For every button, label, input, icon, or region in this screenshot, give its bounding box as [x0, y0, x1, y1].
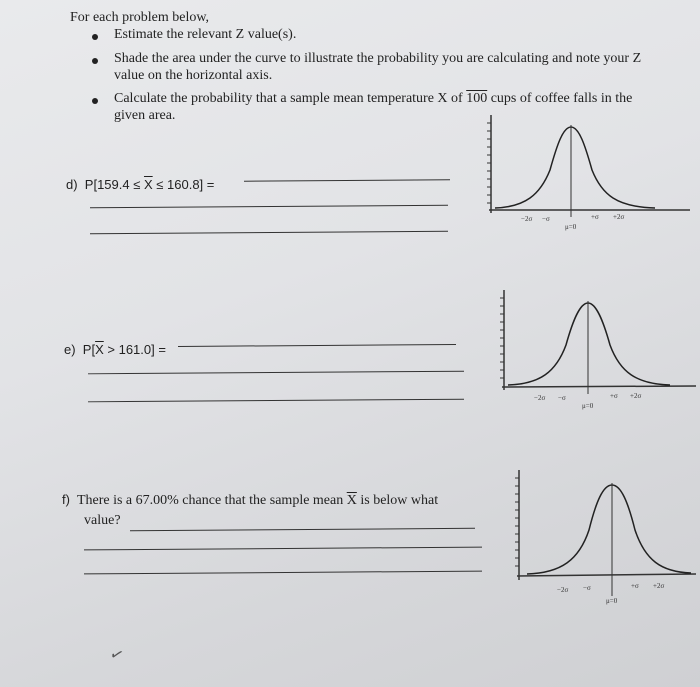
axis-label-neg2: −2σ: [521, 215, 533, 223]
answer-line-d2[interactable]: [90, 205, 448, 208]
instructions-heading: For each problem below,: [70, 10, 210, 25]
axis-label-pos2: +2σ: [653, 582, 665, 590]
axis-label-pos1: +σ: [610, 392, 618, 400]
check-mark: ✓: [107, 645, 126, 666]
axis-label-mu: μ=0: [606, 597, 618, 605]
bullet-dot: [92, 98, 98, 104]
instruction-estimate-z: Estimate the relevant Z value(s).: [114, 27, 297, 42]
answer-line-e1[interactable]: [178, 344, 456, 347]
axis-label-mu: μ=0: [582, 402, 594, 410]
axis-label-neg2: −2σ: [534, 394, 546, 402]
problem-f: f) There is a 67.00% chance that the sample mean $\overline{X}$ is below what value?: [62, 492, 439, 528]
axis-label-pos1: +σ: [591, 213, 599, 221]
answer-line-d3[interactable]: [90, 231, 448, 234]
axis-label-neg1: −σ: [542, 215, 550, 223]
instruction-calc-probability: Calculate the probability that a sample mean temperature X of 100 cups of coffee falls in the given area.: [114, 91, 633, 123]
problem-e: e) $P[\overline{X} > 161.0]$ =: [64, 342, 166, 357]
axis-label-neg1: −σ: [558, 394, 566, 402]
bullet-dot: [92, 34, 98, 40]
axis-label-neg2: −2σ: [557, 586, 569, 594]
axis-label-pos2: +2σ: [613, 213, 625, 221]
problem-d: d) $P[159.4 \le \overline{X} \le 160.8]$ =: [66, 177, 215, 192]
answer-line-f2[interactable]: [84, 547, 482, 551]
answer-line-f3[interactable]: [84, 571, 482, 575]
answer-line-e2[interactable]: [88, 371, 464, 375]
answer-line-e3[interactable]: [88, 399, 464, 403]
axis-label-neg1: −σ: [583, 584, 591, 592]
normal-curve-d: [485, 115, 695, 235]
answer-line-d1[interactable]: [244, 179, 450, 181]
instruction-shade-area: Shade the area under the curve to illustrate the probability you are calculating and note your Z value on the horizontal axis.: [114, 51, 642, 83]
bullet-dot: [92, 58, 98, 64]
axis-label-mu: μ=0: [565, 223, 577, 231]
axis-label-pos2: +2σ: [630, 392, 642, 400]
axis-label-pos1: +σ: [631, 582, 639, 590]
normal-curve-f: [513, 470, 698, 610]
normal-curve-e: [498, 290, 698, 415]
